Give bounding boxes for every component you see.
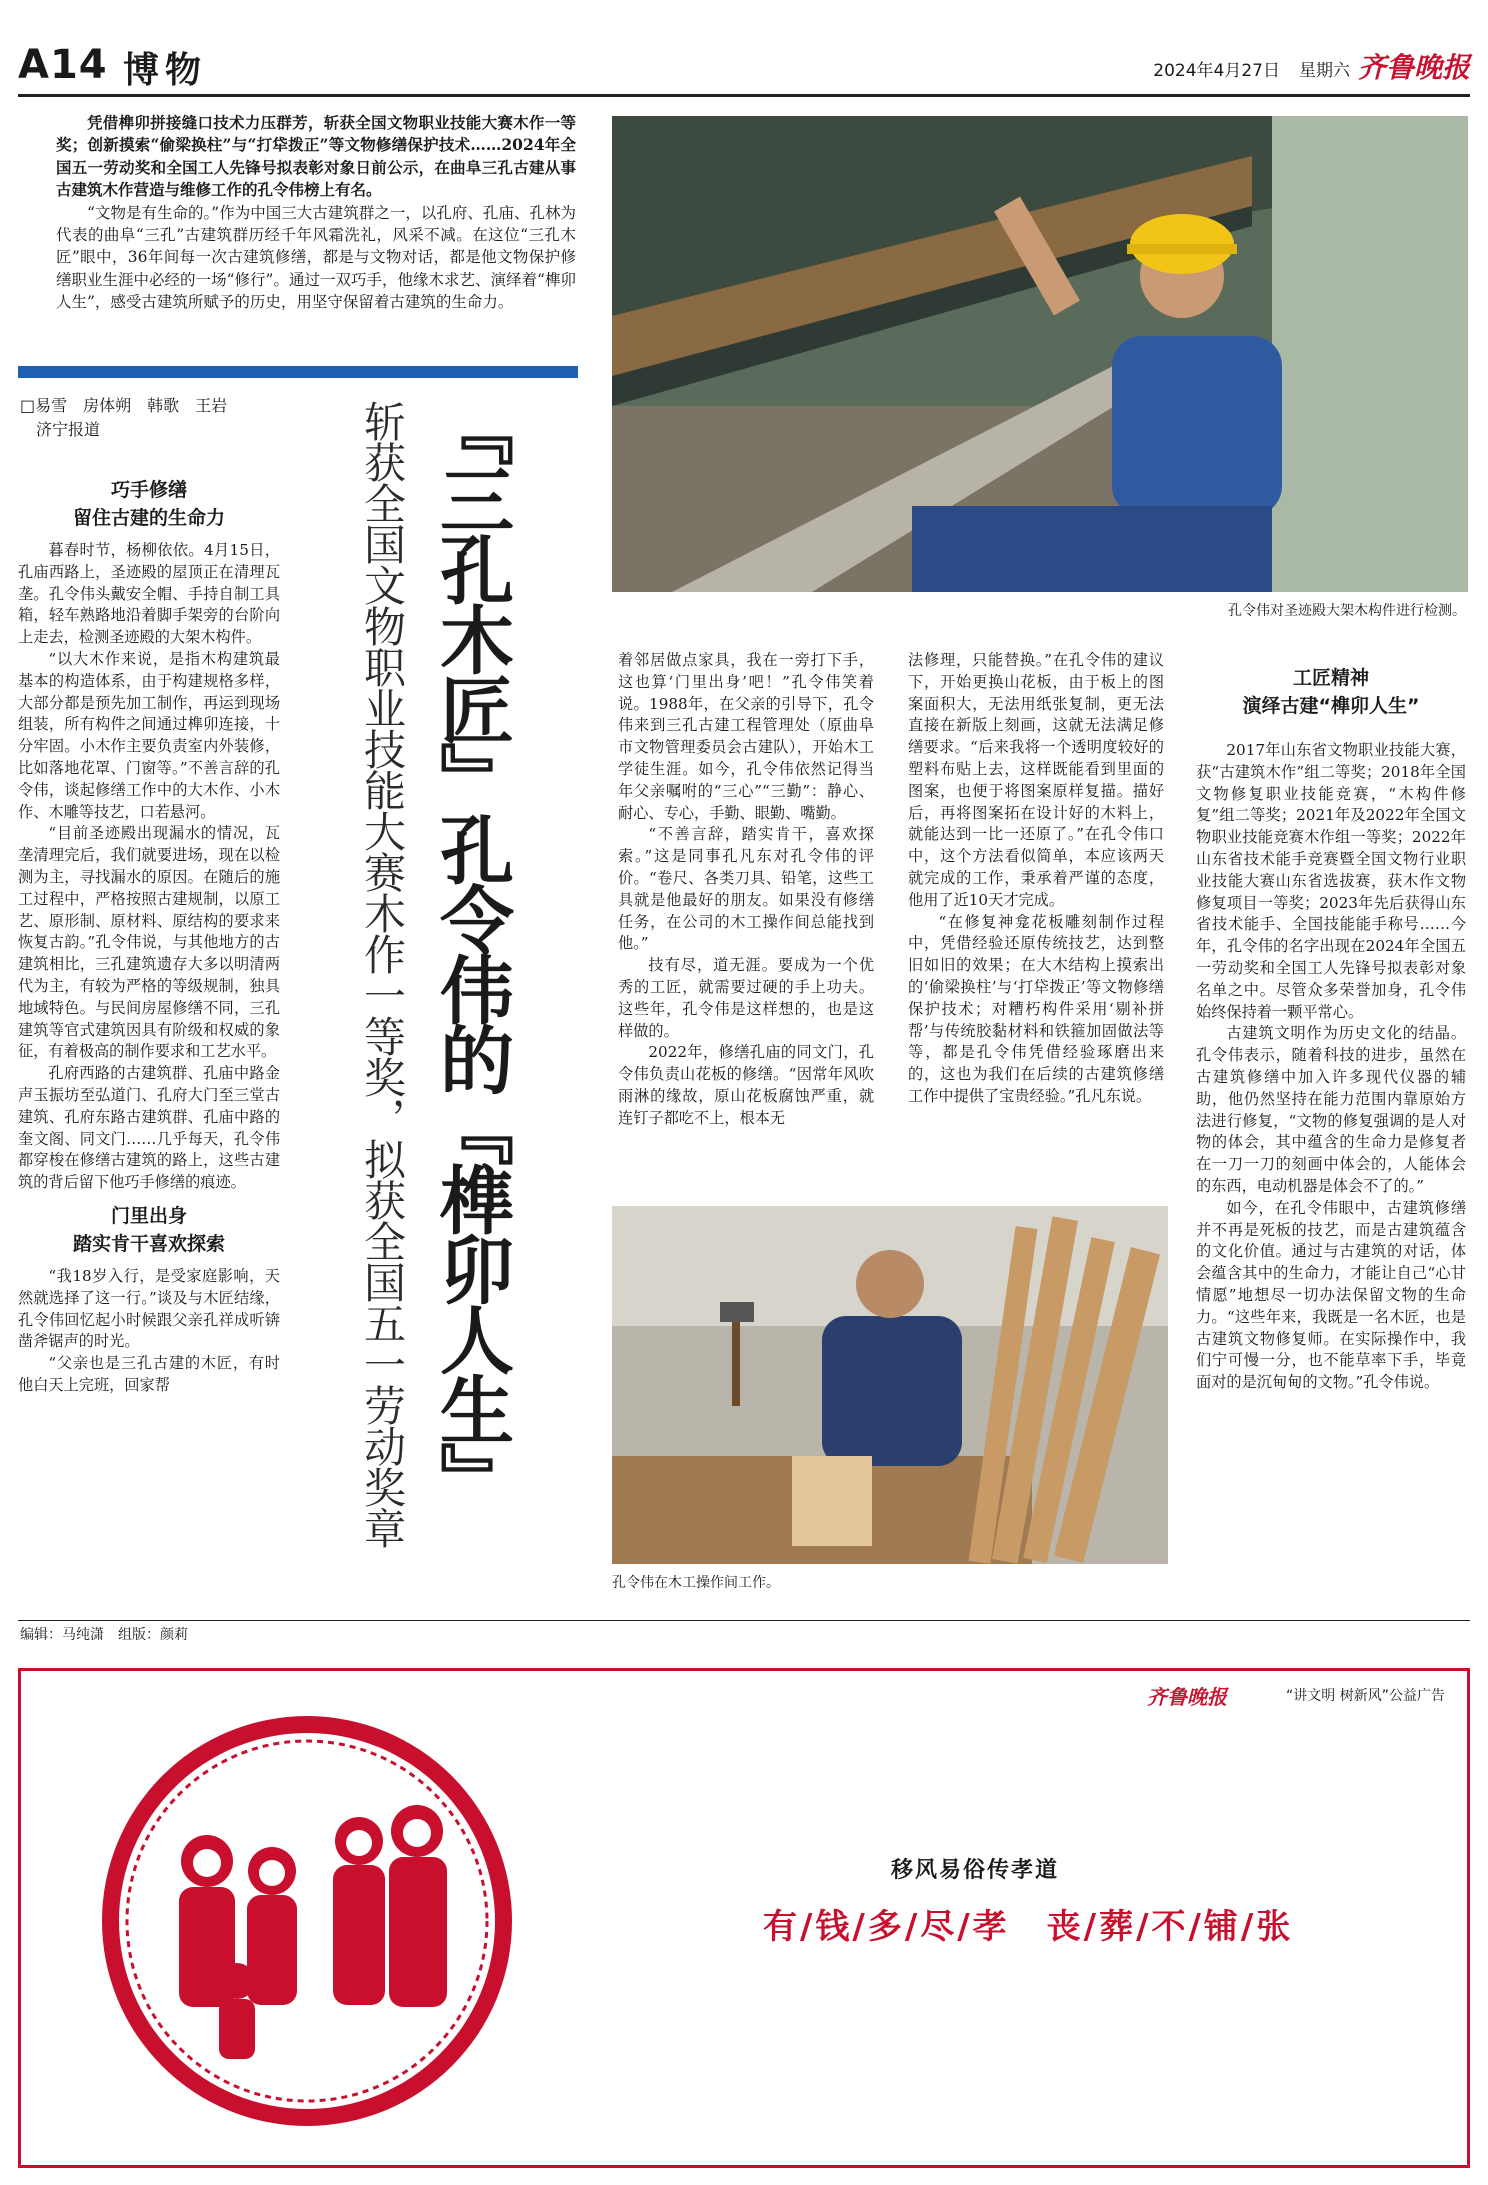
ad-slogan: 有/钱/多/尽/孝 丧/葬/不/铺/张 <box>763 1907 1294 1947</box>
byline-bureau: 济宁报道 <box>36 420 101 439</box>
section-heading: 巧手修缮 留住古建的生命力 <box>72 479 225 529</box>
photo-illustration <box>612 1206 1168 1564</box>
paragraph: 技有尽，道无涯。要成为一个优秀的工匠，就需要过硬的手上功夫。这些年，孔令伟是这样想的，也是这样做的。 <box>618 956 874 1040</box>
paragraph: 法修理，只能替换。”在孔令伟的建议下，开始更换山花板，由于板上的图案面积大，无法用纸张复制，更无法直接在新版上刻画，这就无法满足修缮要求。“后来我将一个透明度较好的塑料布贴上去，这样既能看到里面的图案，也便于将图案原样复描。描好后，再将图案拓在设计好的木料上，就能达到一比一还原了。”在孔令伟口中，这个方法看似简单，本应该两天就完成的工作，秉承着严谨的态度，他用了近10天才完成。 <box>908 651 1164 909</box>
lead-paragraphs <box>56 112 576 314</box>
paragraph: “以大木作来说，是指木构建筑最基本的构造体系，由于构建规格多样，大部分都是预先加工制作，再运到现场组装，所有构件之间通过榫卯连接，十分牢固。小木作主要负责室内外装修，比如落地花罩、门窗等。”不善言辞的孔令伟，谈起修缮工作中的大木作、小木作、木雕等技艺，口若悬河。 <box>18 649 280 821</box>
section-name: 博物 <box>123 50 208 91</box>
paragraph: 孔府西路的古建筑群、孔庙中路金声玉振坊至弘道门、孔府大门至三堂古建筑、孔府东路古建筑群、孔庙中路的奎文阁、同文门……几乎每天，孔令伟都穿梭在修缮古建筑的路上，这些古建筑的背后留下他巧手修缮的痕迹。 <box>18 1064 280 1192</box>
subheadline: 斩获全国文物职业技能大赛木作一等奖，拟获全国五一劳动奖章 <box>358 400 407 1548</box>
public-service-ad <box>18 1668 1470 2168</box>
byline <box>20 394 290 442</box>
article-column-5 <box>1196 740 1466 1394</box>
lead-divider-bar <box>18 366 578 378</box>
papercut-family-illustration <box>97 1711 517 2131</box>
paragraph: 如今，在孔令伟眼中，古建筑修缮并不再是死板的技艺，而是古建筑蕴含的文化价值。通过与古建筑的对话，体会蕴含其中的生命力，才能让自己“心甘情愿”地想尽一切办法保留文物的生命力。“这些年来，我既是一名木匠，也是古建筑文物修复师。在实际操作中，我们宁可慢一分，也不能草率下手，毕竟面对的是沉甸甸的文物。”孔令伟说。 <box>1196 1198 1466 1392</box>
article-column-1 <box>18 476 280 1397</box>
page-number: A14 <box>18 42 108 88</box>
paragraph: “在修复神龛花板雕刻制作过程中，凭借经验还原传统技艺，达到整旧如旧的效果；在大木结构上摸索出的‘偷梁换柱’与‘打牮拨正’等文物修缮保护技术；对糟朽构件采用‘剔补拼帮’与传统胶黏材料和铁箍加固做法等等，都是孔令伟凭借经验琢磨出来的，这也为我们在后续的古建筑修缮工作中提供了宝贵经验。”孔凡东说。 <box>908 912 1164 1105</box>
footer-rule <box>18 1620 1470 1621</box>
lead-paragraph: “文物是有生命的。”作为中国三大古建筑群之一，以孔府、孔庙、孔林为代表的曲阜“三孔”古建筑群历经千年风霜洗礼，风采不减。在这位“三孔木匠”眼中，36年间每一次古建筑修缮，都是与文物对话，都是他文物保护修缮职业生涯中必经的一场“修行”。通过一双巧手，他缘木求艺、演绎着“榫卯人生”，感受古建筑所赋予的历史，用坚守保留着古建筑的生命力。 <box>56 203 576 312</box>
paragraph: 2017年山东省文物职业技能大赛，获“古建筑木作”组二等奖；2018年全国文物修复职业技能竞赛，“木构件修复”组二等奖；2021年及2022年全国文物职业技能竞赛木作组一等奖；2022年山东省技术能手竞赛暨全国文物行业职业技能大赛山东省选拔赛，获木作文物修复项目一等奖；2023年先后获得山东省技术能手、全国技能能手称号……今年，孔令伟的名字出现在2024年全国五一劳动奖和全国工人先锋号拟表彰对象名单之中。尽管众多荣誉加身，孔令伟始终保持着一颗平常心。 <box>1196 741 1466 1021</box>
paragraph: 古建筑文明作为历史文化的结晶。孔令伟表示，随着科技的进步，虽然在古建筑修缮中加入许多现代仪器的辅助，他仍然坚持在能力范围内靠原始方法进行修复，“文物的修复强调的是人对物的体会，其中蕴含的生命力是修复者在一刀一刀的刻画中体会的，人能体会的东西，电动机器是体会不了的。” <box>1196 1024 1466 1195</box>
section-heading: 工匠精神 演绎古建“榫卯人生” <box>1242 667 1420 717</box>
paragraph: 着邻居做点家具，我在一旁打下手，这也算‘门里出身’吧！”孔令伟笑着说。1988年，在父亲的引导下，孔令伟来到三孔古建工程管理处（原曲阜市文物管理委员会古建队），开始木工学徒生涯。如今，孔令伟依然记得当年父亲嘱咐的“三心”“三勤”：静心、耐心、专心，手勤、眼勤、嘴勤。 <box>618 651 874 822</box>
issue-weekday: 星期六 <box>1299 61 1350 81</box>
ad-tagline: “讲文明 树新风”公益广告 <box>1286 1688 1445 1704</box>
article-column-4 <box>908 650 1164 1108</box>
editor-credits: 编辑：马纯潇 组版：颜莉 <box>20 1627 188 1643</box>
byline-authors: □易雪 房体朔 韩歌 王岩 <box>20 396 228 415</box>
paragraph: “父亲也是三孔古建的木匠，有时他白天上完班，回家帮 <box>18 1354 280 1394</box>
photo-carpenter-on-scaffold <box>612 116 1468 592</box>
issue-date: 2024年4月27日 <box>1153 61 1280 81</box>
paragraph: 2022年，修缮孔庙的同文门，孔令伟负责山花板的修缮。“因常年风吹雨淋的缘故，原山花板腐蚀严重，就连钉子都吃不上，根本无 <box>618 1043 874 1127</box>
photo-illustration <box>612 116 1468 592</box>
lead-paragraph: 凭借榫卯拼接缝口技术力压群芳，斩获全国文物职业技能大赛木作一等奖；创新摸索“偷梁换柱”与“打牮拨正”等文物修缮保护技术……2024年全国五一劳动奖和全国工人先锋号拟表彰对象日前公示，在曲阜三孔古建从事古建筑木作营造与维修工作的孔令伟榜上有名。 <box>56 113 576 200</box>
photo-caption: 孔令伟在木工操作间工作。 <box>612 1575 780 1591</box>
paragraph: “我18岁入行，是受家庭影响，天然就选择了这一行。”谈及与木匠结缘，孔令伟回忆起小时候跟父亲孔祥成听锛凿斧锯声的时光。 <box>18 1266 280 1351</box>
masthead-logo: 齐鲁晚报 <box>1357 51 1470 84</box>
ad-masthead-logo: 齐鲁晚报 <box>1147 1685 1227 1709</box>
ad-title: 移风易俗传孝道 <box>891 1858 1060 1883</box>
article-column-3 <box>618 650 874 1130</box>
paragraph: “目前圣迹殿出现漏水的情况，瓦垄清理完后，我们就要进场，现在以检测为主，寻找漏水的原因。在随后的施工过程中，严格按照古建规制，以原工艺、原形制、原材料、原结构的要求来恢复古韵。”孔令伟说，与其他地方的古建筑相比，三孔建筑遗存大多以明清两代为主，有较为严格的等级规制，独具地域特色。与民间房屋修缮不同，三孔建筑等官式建筑因具有阶级和权威的象征，有着极高的制作要求和工艺水平。 <box>18 824 280 1061</box>
section-heading: 门里出身 踏实肯干喜欢探索 <box>72 1204 225 1255</box>
paragraph: “不善言辞，踏实肯干，喜欢探索。”这是同事孔凡东对孔令伟的评价。“卷尺、各类刀具、铅笔，这些工具就是他最好的朋友。如果没有修缮任务，在公司的木工操作间总能找到他。” <box>618 825 874 953</box>
photo-caption: 孔令伟对圣迹殿大架木构件进行检测。 <box>1228 603 1466 619</box>
photo-carpenter-in-workshop <box>612 1206 1168 1564</box>
paragraph: 暮春时节，杨柳依依。4月15日，孔庙西路上，圣迹殿的屋顶正在清理瓦垄。孔令伟头戴安全帽、手持自制工具箱，轻车熟路地沿着脚手架旁的台阶向上走去，检测圣迹殿的大架木构件。 <box>18 541 280 647</box>
headline: 『三孔木匠』孔令伟的『榫卯人生』 <box>428 392 514 1512</box>
page-header <box>18 40 1470 97</box>
